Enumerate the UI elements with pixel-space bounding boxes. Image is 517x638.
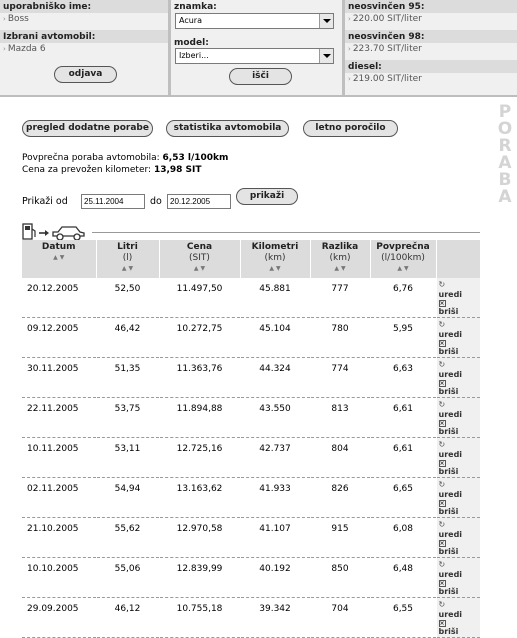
- edit-link[interactable]: ↻ uredi: [439, 560, 480, 580]
- cell-km: 43.550: [240, 398, 310, 438]
- edit-icon: ↻: [438, 520, 446, 529]
- cell-liters: 51,35: [96, 358, 159, 398]
- bullet-icon: ›: [3, 45, 6, 53]
- col-actions: [436, 240, 480, 278]
- edit-icon: ↻: [438, 280, 446, 289]
- table-row: [22, 478, 480, 518]
- cell-price: 13.163,62: [159, 478, 240, 518]
- row-actions: [436, 558, 480, 598]
- price-label-98: neosvinčen 98:: [345, 30, 517, 43]
- username-label: uporabniško ime:: [0, 0, 168, 13]
- cell-avg: 6,48: [370, 558, 436, 598]
- cost-per-km-value: 13,98 SIT: [153, 165, 202, 175]
- brand-label: znamka:: [171, 0, 342, 13]
- col-price-title: Cena: [186, 242, 213, 252]
- row-actions: [436, 438, 480, 478]
- delete-link[interactable]: × briši: [438, 460, 459, 476]
- model-label: model:: [171, 36, 342, 49]
- delete-link[interactable]: × briši: [438, 540, 459, 556]
- cell-diff: 850: [310, 558, 370, 598]
- delete-link[interactable]: × briši: [438, 620, 459, 636]
- delete-icon: ×: [439, 500, 445, 507]
- cell-liters: 46,12: [96, 598, 159, 638]
- delete-icon: ×: [439, 540, 445, 547]
- cell-liters: 46,42: [96, 318, 159, 358]
- table-row: [22, 358, 480, 398]
- cell-diff: 804: [310, 438, 370, 478]
- cell-diff: 915: [310, 518, 370, 558]
- section-title-vertical: P O R A B A: [497, 102, 513, 207]
- cell-avg: 5,95: [370, 318, 436, 358]
- cell-km: 42.737: [240, 438, 310, 478]
- cell-price: 10.755,18: [159, 598, 240, 638]
- col-diff[interactable]: Razlika (km) ▲ ▼: [310, 240, 370, 278]
- from-date-input[interactable]: [81, 194, 145, 209]
- sort-arrows-icon[interactable]: ▲ ▼: [53, 254, 65, 261]
- search-button[interactable]: išči: [229, 68, 292, 85]
- avg-consumption: [22, 153, 228, 163]
- cell-avg: 6,61: [370, 398, 436, 438]
- cost-per-km: [22, 165, 202, 175]
- edit-link[interactable]: ↻ uredi: [439, 360, 480, 380]
- row-actions: [436, 318, 480, 358]
- cell-avg: 6,76: [370, 278, 436, 318]
- model-select[interactable]: [175, 48, 334, 64]
- cell-avg: 6,55: [370, 598, 436, 638]
- car-label: Izbrani avtomobil:: [0, 30, 168, 43]
- edit-link[interactable]: ↻ uredi: [439, 280, 480, 300]
- edit-link[interactable]: ↻ uredi: [439, 600, 480, 620]
- cell-price: 11.497,50: [159, 278, 240, 318]
- cell-km: 39.342: [240, 598, 310, 638]
- row-actions: [436, 278, 480, 318]
- cell-date: 29.09.2005: [22, 598, 96, 638]
- car-value: Mazda 6: [7, 44, 46, 54]
- col-liters-title: Litri: [117, 242, 138, 252]
- bullet-icon: ›: [3, 15, 6, 23]
- fuel-pump-car-icon: [22, 222, 92, 242]
- col-avg-title: Povprečna: [376, 242, 430, 252]
- sort-arrows-icon[interactable]: ▲ ▼: [193, 265, 206, 272]
- edit-icon: ↻: [438, 560, 446, 569]
- cell-diff: 704: [310, 598, 370, 638]
- cell-diff: 813: [310, 398, 370, 438]
- col-liters[interactable]: Litri (l) ▲ ▼: [96, 240, 159, 278]
- avg-consumption-value: 6,53 l/100km: [162, 153, 229, 163]
- header-divider: [0, 95, 517, 97]
- cell-price: 12.839,99: [159, 558, 240, 598]
- edit-icon: ↻: [438, 600, 446, 609]
- cell-km: 45.104: [240, 318, 310, 358]
- sort-arrows-icon[interactable]: ▲ ▼: [121, 265, 134, 272]
- delete-link[interactable]: × briši: [438, 580, 459, 596]
- cell-liters: 55,06: [96, 558, 159, 598]
- price-value-95: 220.00 SIT/liter: [352, 14, 422, 24]
- table-row: [22, 438, 480, 478]
- cell-avg: 6,08: [370, 518, 436, 558]
- col-diff-title: Razlika: [321, 242, 359, 252]
- edit-icon: ↻: [438, 360, 446, 369]
- cell-km: 41.933: [240, 478, 310, 518]
- cell-km: 41.107: [240, 518, 310, 558]
- cell-liters: 52,50: [96, 278, 159, 318]
- delete-link[interactable]: × briši: [438, 340, 459, 356]
- cell-avg: 6,61: [370, 438, 436, 478]
- table-header: [22, 240, 480, 278]
- table-row: [22, 558, 480, 598]
- cell-diff: 780: [310, 318, 370, 358]
- table-row: [22, 598, 480, 638]
- edit-link[interactable]: ↻ uredi: [439, 400, 480, 420]
- edit-icon: ↻: [438, 320, 446, 329]
- section-line: [92, 232, 480, 233]
- cell-km: 45.881: [240, 278, 310, 318]
- consumption-table: [22, 240, 481, 638]
- delete-link[interactable]: × briši: [438, 300, 459, 316]
- row-actions: [436, 598, 480, 638]
- cell-diff: 777: [310, 278, 370, 318]
- cell-diff: 774: [310, 358, 370, 398]
- extra-consumption-button[interactable]: pregled dodatne porabe: [22, 120, 153, 137]
- cell-liters: 54,94: [96, 478, 159, 518]
- delete-icon: ×: [439, 340, 445, 347]
- table-row: [22, 398, 480, 438]
- cell-avg: 6,65: [370, 478, 436, 518]
- edit-icon: ↻: [438, 480, 446, 489]
- col-date-title: Datum: [41, 242, 76, 252]
- cell-date: 10.11.2005: [22, 438, 96, 478]
- delete-link[interactable]: × briši: [438, 500, 459, 516]
- edit-icon: ↻: [438, 400, 446, 409]
- table-body: [22, 278, 480, 638]
- sort-arrows-icon[interactable]: ▲ ▼: [269, 265, 281, 272]
- delete-icon: ×: [439, 620, 445, 627]
- delete-link[interactable]: × briši: [438, 380, 459, 396]
- delete-icon: ×: [439, 460, 445, 467]
- table-row: [22, 278, 480, 318]
- cost-per-km-label: Cena za prevožen kilometer:: [22, 165, 152, 175]
- table-row: [22, 318, 480, 358]
- delete-link[interactable]: × briši: [438, 420, 459, 436]
- sort-arrows-icon[interactable]: ▲ ▼: [334, 265, 346, 272]
- cell-date: 21.10.2005: [22, 518, 96, 558]
- to-label: do: [150, 196, 162, 207]
- cell-price: 11.363,76: [159, 358, 240, 398]
- col-km[interactable]: Kilometri (km) ▲ ▼: [240, 240, 310, 278]
- delete-icon: ×: [439, 380, 445, 387]
- car-statistics-button[interactable]: statistika avtomobila: [166, 120, 289, 137]
- col-avg[interactable]: Povprečna (l/100km) ▲ ▼: [370, 240, 436, 278]
- cell-price: 10.272,75: [159, 318, 240, 358]
- price-label-diesel: diesel:: [345, 60, 517, 73]
- price-value-98: 223.70 SIT/liter: [352, 44, 422, 54]
- fuel-prices-panel: [345, 0, 517, 95]
- price-label-95: neosvinčen 95:: [345, 0, 517, 13]
- cell-liters: 53,11: [96, 438, 159, 478]
- brand-select-value: Acura: [179, 16, 202, 25]
- cell-price: 11.894,88: [159, 398, 240, 438]
- cell-km: 40.192: [240, 558, 310, 598]
- avg-consumption-label: Povprečna poraba avtomobila:: [22, 153, 160, 163]
- cell-date: 10.10.2005: [22, 558, 96, 598]
- price-value-diesel: 219.00 SIT/liter: [352, 74, 422, 84]
- cell-date: 30.11.2005: [22, 358, 96, 398]
- table-row: [22, 518, 480, 558]
- edit-icon: ↻: [438, 440, 446, 449]
- row-actions: [436, 358, 480, 398]
- edit-link[interactable]: ↻ uredi: [439, 480, 480, 500]
- cell-date: 20.12.2005: [22, 278, 96, 318]
- delete-icon: ×: [439, 580, 445, 587]
- brand-select[interactable]: [175, 13, 334, 29]
- col-price[interactable]: Cena (SIT) ▲ ▼: [159, 240, 240, 278]
- cell-diff: 826: [310, 478, 370, 518]
- edit-link[interactable]: ↻ uredi: [439, 440, 480, 460]
- logout-button[interactable]: odjava: [54, 66, 117, 83]
- chevron-down-icon[interactable]: [319, 14, 333, 28]
- bullet-icon: ›: [348, 45, 351, 53]
- edit-link[interactable]: ↻ uredi: [439, 520, 480, 540]
- from-label: Prikaži od: [22, 196, 68, 207]
- edit-link[interactable]: ↻ uredi: [439, 320, 480, 340]
- row-actions: [436, 478, 480, 518]
- row-actions: [436, 518, 480, 558]
- bullet-icon: ›: [348, 75, 351, 83]
- sort-arrows-icon[interactable]: ▲ ▼: [397, 265, 409, 272]
- col-date[interactable]: [22, 240, 96, 278]
- cell-km: 44.324: [240, 358, 310, 398]
- cell-liters: 53,75: [96, 398, 159, 438]
- show-button[interactable]: prikaži: [236, 188, 298, 205]
- row-actions: [436, 398, 480, 438]
- cell-liters: 55,62: [96, 518, 159, 558]
- to-date-input[interactable]: [167, 194, 231, 209]
- annual-report-button[interactable]: letno poročilo: [303, 120, 398, 137]
- model-select-value: Izberi...: [179, 51, 209, 60]
- delete-icon: ×: [439, 300, 445, 307]
- username-value: Boss: [7, 14, 29, 24]
- chevron-down-icon[interactable]: [319, 49, 333, 63]
- bullet-icon: ›: [348, 15, 351, 23]
- delete-icon: ×: [439, 420, 445, 427]
- cell-date: 02.11.2005: [22, 478, 96, 518]
- cell-price: 12.725,16: [159, 438, 240, 478]
- cell-price: 12.970,58: [159, 518, 240, 558]
- col-km-title: Kilometri: [251, 242, 299, 252]
- fuel-to-car-icon: [22, 222, 92, 242]
- cell-date: 09.12.2005: [22, 318, 96, 358]
- cell-avg: 6,63: [370, 358, 436, 398]
- cell-date: 22.11.2005: [22, 398, 96, 438]
